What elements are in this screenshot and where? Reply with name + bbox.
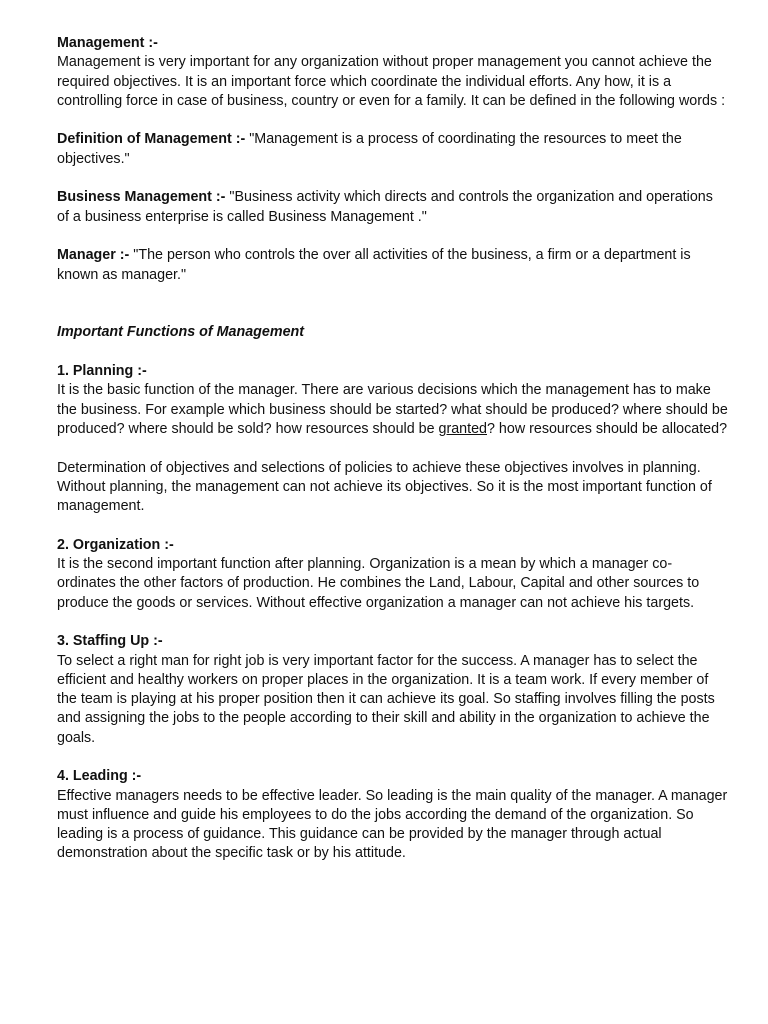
leading-section xyxy=(57,767,728,863)
definition-term: Manager :- xyxy=(57,247,130,264)
intro-heading: Management :- xyxy=(57,35,158,51)
planning-paragraph-2: Determination of objectives and selections of policies to achieve these objectives involves in planning. Without planning, the management can not achieve its objectives. So it is the most important function of management. xyxy=(57,459,712,515)
spacer xyxy=(57,227,728,246)
spacer xyxy=(57,111,728,130)
leading-text: Effective managers needs to be effective leader. So leading is the main quality of the manager. A manager must influence and guide his employees to do the jobs according the demand of the organization. So leading is a process of guidance. This guidance can be provided by the manager through actual demonstration about the specific task or by his attitude. xyxy=(57,787,728,862)
spacer xyxy=(57,613,728,632)
functions-heading-section xyxy=(57,323,728,342)
staffing-section xyxy=(57,632,728,748)
spacer xyxy=(57,169,728,188)
definition-management xyxy=(57,130,728,169)
planning-heading: 1. Planning :- xyxy=(57,363,147,380)
definition-manager xyxy=(57,246,728,285)
organization-text: It is the second important function after planning. Organization is a mean by which a manager co-ordinates the other factors of production. He combines the Land, Labour, Capital and other sources to produce the goods or services. Without effective organization a manager can not achieve his targets. xyxy=(57,556,700,611)
intro-text: Management is very important for any organization without proper management you cannot achieve the required objectives. It is an important force which coordinate the individual efforts. Any how, it is a controlling force in case of business, country or even for a family. It can be defined in the following words : xyxy=(57,54,726,109)
planning-paragraph-1: It is the basic function of the manager. There are various decisions which the management has to make the business. For example which business should be started? what should be produced? where should be produced? where should be sold? how resources should be granted? how resources should be allocated? xyxy=(57,382,728,437)
spacer xyxy=(57,516,728,535)
intro-section xyxy=(57,34,728,111)
underlined-word: granted xyxy=(438,420,487,437)
staffing-text: To select a right man for right job is very important factor for the success. A manager has to select the efficient and healthy workers on proper places in the organization. It is a team work. If every member of the team is playing at his proper position then it can achieve its goal. So staffing involves filling the posts and assigning the jobs to the people according to their skill and ability in the organization to achieve the goals. xyxy=(57,652,715,746)
planning-section xyxy=(57,362,728,516)
organization-heading: 2. Organization :- xyxy=(57,536,174,553)
definition-text: "Business activity which directs and controls the organization and operations of a business enterprise is called Business Management ." xyxy=(57,189,713,225)
organization-section xyxy=(57,536,728,613)
definition-term: Definition of Management :- xyxy=(57,131,246,148)
definition-text: "The person who controls the over all activities of the business, a firm or a department is known as manager." xyxy=(57,247,691,283)
definition-term: Business Management :- xyxy=(57,189,226,206)
functions-heading: Important Functions of Management xyxy=(57,324,305,341)
spacer xyxy=(57,343,728,362)
definition-business-management xyxy=(57,188,728,227)
definition-text: "Management is a process of coordinating the resources to meet the objectives." xyxy=(57,131,682,167)
leading-heading: 4. Leading :- xyxy=(57,768,142,785)
spacer xyxy=(57,439,728,458)
spacer xyxy=(57,748,728,767)
staffing-heading: 3. Staffing Up :- xyxy=(57,633,163,650)
spacer xyxy=(57,285,728,324)
